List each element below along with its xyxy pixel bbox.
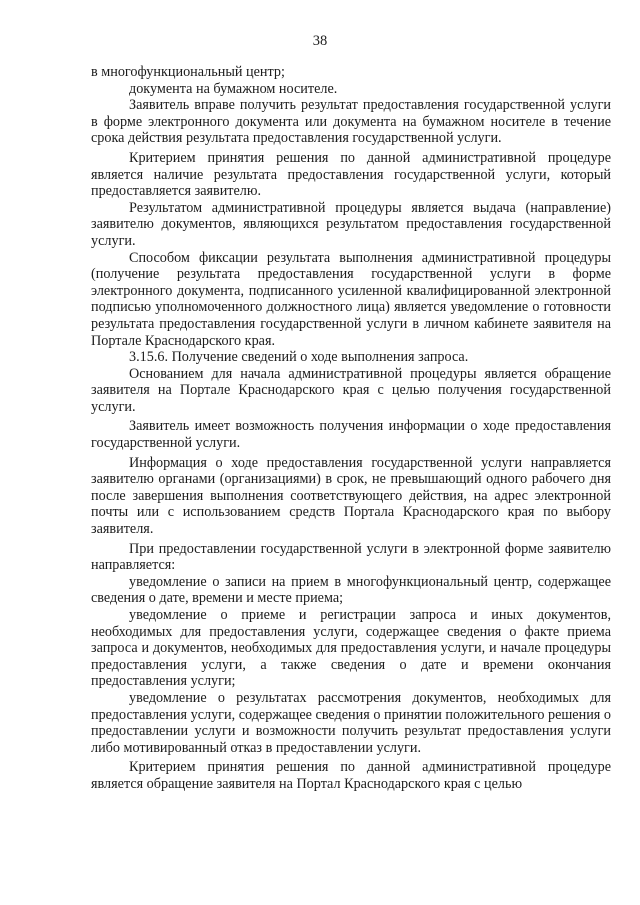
paragraph: Информация о ходе предоставления государственной услуги направляется заявителю органами (организациями) в срок, не превышающий одного рабочего дня после завершения выполнения соответствующего действия, на адрес электронной почты или с использованием средств Портала Краснодарского края по выбору заявителя. — [91, 454, 611, 538]
page-number: 38 — [312, 33, 328, 49]
document-body — [91, 64, 611, 793]
paragraph: Критерием принятия решения по данной административной процедуре является наличие результата предоставления государственной услуги, который предоставляется заявителю. — [91, 149, 611, 200]
paragraph: документа на бумажном носителе. — [129, 80, 338, 97]
section-heading: 3.15.6. Получение сведений о ходе выполнения запроса. — [129, 349, 469, 366]
paragraph: Критерием принятия решения по данной административной процедуре является обращение заявителя на Портал Краснодарского края с целью — [91, 759, 611, 792]
paragraph: Основанием для начала административной процедуры является обращение заявителя на Портале Краснодарского края с целью получения государственной услуги. — [91, 365, 611, 415]
paragraph: в многофункциональный центр; — [91, 64, 285, 80]
paragraph: Заявитель имеет возможность получения информации о ходе предоставления государственной услуги. — [91, 418, 611, 452]
paragraph: Результатом административной процедуры является выдача (направление) заявителю документов, являющихся результатом предоставления государственной услуги. — [91, 199, 611, 249]
list-item: уведомление о записи на прием в многофункциональный центр, содержащее сведения о дате, времени и месте приема; — [91, 573, 611, 607]
list-item: уведомление о приеме и регистрации запроса и иных документов, необходимых для предоставления услуги, содержащее сведения о факте приема запроса и документов, необходимых для предоставления услуги, и начале процедуры предоставления услуги, а также сведения о дате и времени окончания предоставления услуги; — [91, 607, 611, 690]
list-item: уведомление о результатах рассмотрения документов, необходимых для предоставления услуги, содержащее сведения о принятии положительного решения о предоставлении услуги и возможности получить результат предоставления услуги либо мотивированный отказ в предоставлении услуги. — [91, 689, 611, 756]
paragraph: Заявитель вправе получить результат предоставления государственной услуги в форме электронного документа или документа на бумажном носителе в течение срока действия результата предоставления государственной услуги. — [91, 97, 611, 147]
paragraph: Способом фиксации результата выполнения административной процедуры (получение результата предоставления государственной услуги в форме электронного документа, подписанного усиленной квалифицированной электронной подписью уполномоченного должностного лица) является уведомление о готовности результата предоставления государственной услуги в личном кабинете заявителя на Портале Краснодарского края. — [91, 249, 611, 349]
paragraph: При предоставлении государственной услуги в электронной форме заявителю направляется: — [91, 540, 611, 574]
